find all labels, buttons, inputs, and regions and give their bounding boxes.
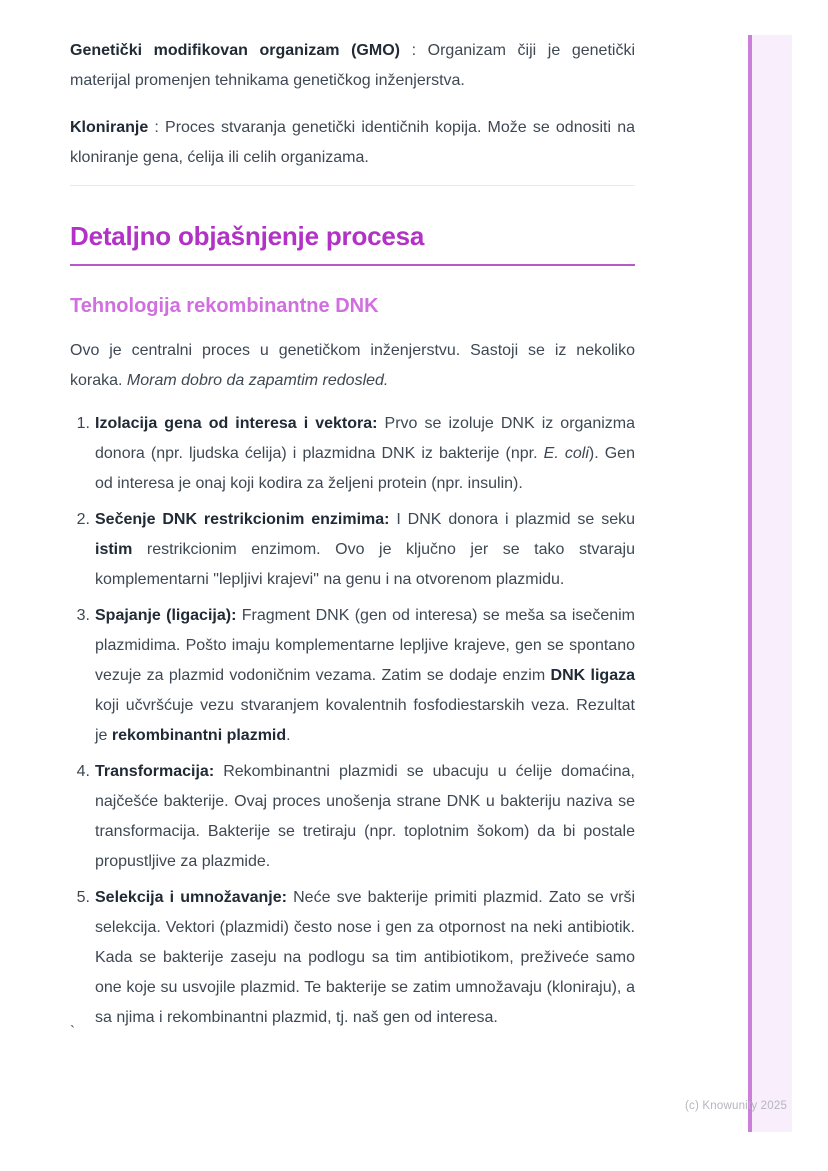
step-text: restrikcionim enzimom. Ovo je ključno jer se tako stvaraju komplementarni "lepljivi krajevi" na genu i na otvorenom plazmidu. <box>95 541 635 588</box>
step-text: Neće sve bakterije primiti plazmid. Zato se vrši selekcija. Vektori (plazmidi) često nose i gen za otpornost na neki antibiotik. Kada se bakterije zaseju na podlogu sa tim antibiotikom, preživeće samo one koje su usvojile plazmid. Te bakterije se zatim umnožavaju (kloniraju), a sa njima i rekombinantni plazmid, tj. naš gen od interesa. <box>95 889 635 1026</box>
step-text: I DNK donora i plazmid se seku <box>389 511 635 528</box>
step-item-3 <box>76 601 636 751</box>
note-content <box>70 36 635 1039</box>
page-edge-highlight-bar <box>748 35 792 1132</box>
step-number: 1. <box>76 415 90 432</box>
step-number: 4. <box>76 763 90 780</box>
section-divider <box>70 185 635 186</box>
step-number: 3. <box>76 607 90 624</box>
intro-paragraph <box>70 336 635 396</box>
intro-text: Ovo je centralni proces u genetičkom inženjerstvu. Sastoji se iz nekoliko koraka. <box>70 342 635 389</box>
definition-term: Genetički modifikovan organizam (GMO) <box>70 42 400 59</box>
step-text: ). Gen od interesa je onaj koji kodira za željeni protein (npr. insulin). <box>95 445 635 492</box>
step-text: Rekombinantni plazmidi se ubacuju u ćelije domaćina, najčešće bakterije. Ovaj proces unošenja strane DNK u bakteriju naziva se transformacija. Bakterije se tretiraju (npr. toplotnim šokom) da bi postale propustljive za plazmide. <box>95 763 635 870</box>
definition-text: Organizam čiji je genetički materijal promenjen tehnikama genetičkog inženjerstva. <box>70 42 635 89</box>
definition-kloniranje <box>70 113 635 173</box>
step-bold: DNK ligaza <box>550 667 635 684</box>
definition-separator: : <box>148 119 166 136</box>
step-text: Prvo se izoluje DNK iz organizma donora (npr. ljudska ćelija) i plazmidna DNK iz bakterije (npr. <box>95 415 635 462</box>
definition-term: Kloniranje <box>70 119 149 136</box>
step-text: . <box>286 727 291 744</box>
step-item-2 <box>76 505 635 595</box>
subsection-title: Tehnologija rekombinantne DNK <box>70 295 379 317</box>
definition-gmo <box>70 36 635 96</box>
step-lead: Selekcija i umnožavanje: <box>95 889 287 906</box>
step-item-5 <box>76 883 635 1033</box>
page-title: Detaljno objašnjenje procesa <box>70 221 425 251</box>
step-item-1 <box>76 409 635 499</box>
step-italic: E. coli <box>543 445 589 462</box>
step-text: koji učvršćuje vezu stvaranjem kovalentnih fosfodiestarskih veza. Rezultat je <box>95 697 635 744</box>
definition-text: Proces stvaranja genetički identičnih kopija. Može se odnositi na kloniranje gena, ćelija ili celih organizama. <box>70 119 636 166</box>
copyright-watermark: (c) Knowunity 2025 <box>685 1100 788 1112</box>
step-lead: Izolacija gena od interesa i vektora: <box>95 415 378 432</box>
step-number: 5. <box>76 889 90 906</box>
step-text: Fragment DNK (gen od interesa) se meša sa isečenim plazmidima. Pošto imaju komplementarne lepljive krajeve, gen se spontano vezuje za plazmid vodoničnim vezama. Zatim se dodaje enzim <box>95 607 636 684</box>
stray-backtick: ` <box>70 1023 75 1040</box>
definition-separator: : <box>399 42 428 59</box>
step-item-4 <box>76 757 635 877</box>
step-number: 2. <box>76 511 90 528</box>
step-bold: rekombinantni plazmid <box>111 727 287 744</box>
process-steps-list <box>70 409 635 1033</box>
intro-italic-note: Moram dobro da zapamtim redosled. <box>126 372 389 389</box>
title-underline <box>70 264 635 266</box>
step-lead: Sečenje DNK restrikcionim enzimima: <box>95 511 390 528</box>
step-bold: istim <box>95 541 133 558</box>
step-lead: Transformacija: <box>95 763 215 780</box>
step-lead: Spajanje (ligacija): <box>95 607 237 624</box>
